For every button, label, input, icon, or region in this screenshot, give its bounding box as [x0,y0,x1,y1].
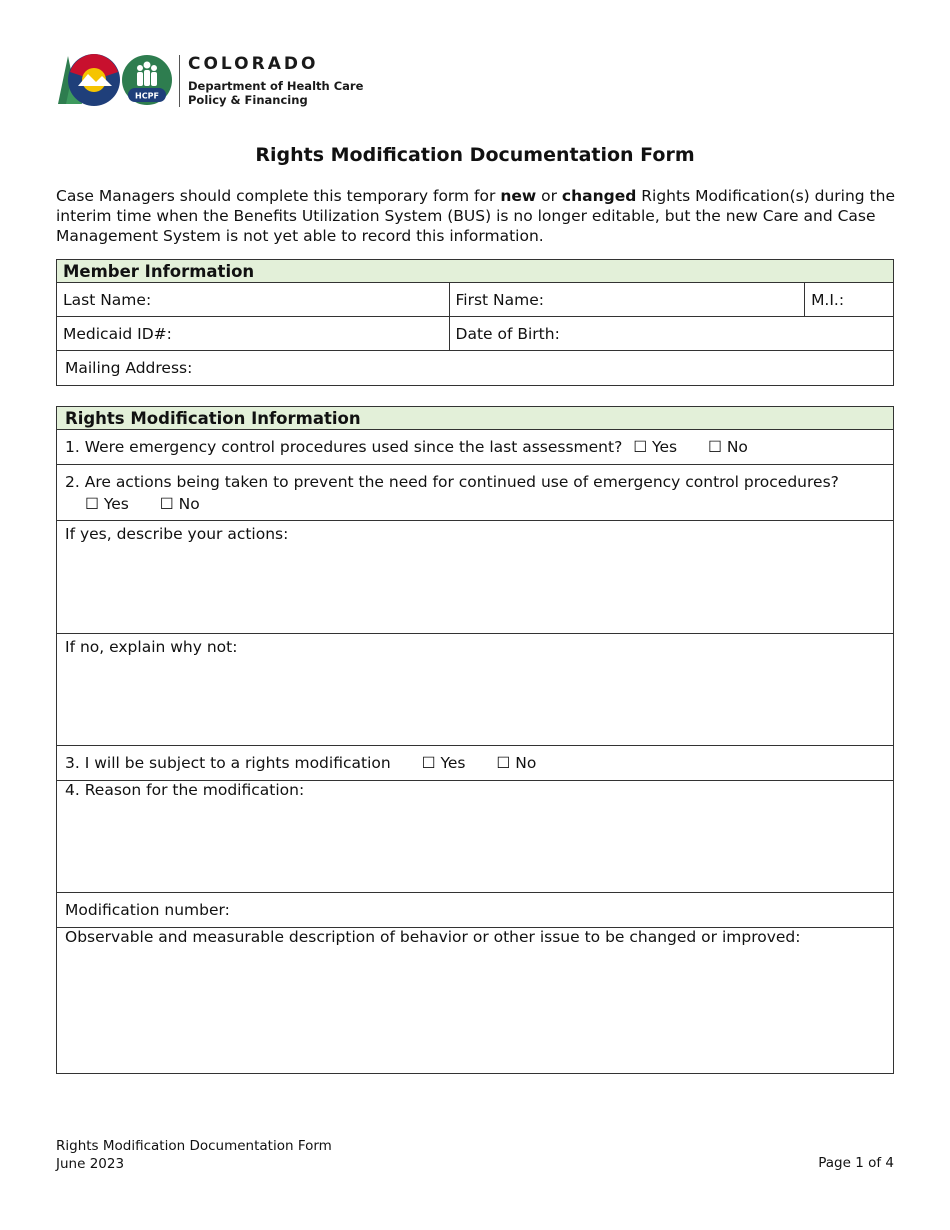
observable-description-field[interactable]: Observable and measurable description of behavior or other issue to be changed or improved: [57,928,894,1074]
question-3-yes-checkbox[interactable]: ☐ Yes [421,754,466,772]
question-3-no-checkbox[interactable]: ☐ No [496,754,537,772]
intro-text-2: or [536,187,562,205]
state-name: COLORADO [188,54,319,74]
mailing-address-field[interactable]: Mailing Address: [57,351,894,386]
department-line-1: Department of Health Care [188,79,364,93]
question-2-no-checkbox[interactable]: ☐ No [159,494,200,513]
department-line-2: Policy & Financing [188,93,308,107]
first-name-field[interactable]: First Name: [449,283,805,317]
question-3-text: 3. I will be subject to a rights modification [65,754,391,772]
if-no-explanation-field[interactable]: If no, explain why not: [57,634,894,746]
intro-text-3: Rights Modification(s) during the interim time when the Benefits Utilization System (BUS) is no longer editable, but the new Care and Case Management System is not yet able to record this information. [56,187,896,245]
question-1-text: 1. Were emergency control procedures used since the last assessment? [65,438,623,456]
footer-date: June 2023 [56,1156,125,1172]
page-title: Rights Modification Documentation Form [255,144,695,166]
date-of-birth-field[interactable]: Date of Birth: [449,317,893,351]
medicaid-id-field[interactable]: Medicaid ID#: [57,317,450,351]
question-1-yes-checkbox[interactable]: ☐ Yes [633,438,678,456]
intro-bold-new: new [500,187,537,205]
logo-divider [179,55,180,107]
member-information-table [56,259,894,386]
question-1-no-checkbox[interactable]: ☐ No [708,438,748,456]
footer-form-name: Rights Modification Documentation Form [56,1138,332,1154]
member-information-heading: Member Information [57,260,894,283]
question-3-row [57,746,894,781]
footer-page-number: Page 1 of 4 [818,1155,894,1171]
middle-initial-field[interactable]: M.I.: [805,283,894,317]
modification-number-field[interactable]: Modification number: [57,893,894,928]
rights-modification-table [56,406,894,1074]
department-name [188,79,363,107]
question-1-row [57,430,894,465]
rights-modification-heading: Rights Modification Information [57,407,894,430]
last-name-field[interactable]: Last Name: [57,283,450,317]
intro-text-1: Case Managers should complete this temporary form for [56,187,501,205]
modification-reason-field[interactable]: 4. Reason for the modification: [57,781,894,893]
question-2-yes-checkbox[interactable]: ☐ Yes [85,494,129,513]
question-2-text: 2. Are actions being taken to prevent the need for continued use of emergency control procedures? [65,472,839,491]
intro-paragraph [56,186,896,246]
question-2-row [57,465,894,521]
intro-bold-changed: changed [561,187,637,205]
footer-left [56,1137,332,1173]
if-yes-description-field[interactable]: If yes, describe your actions: [57,521,894,634]
badge-label: HCPF [135,91,159,101]
